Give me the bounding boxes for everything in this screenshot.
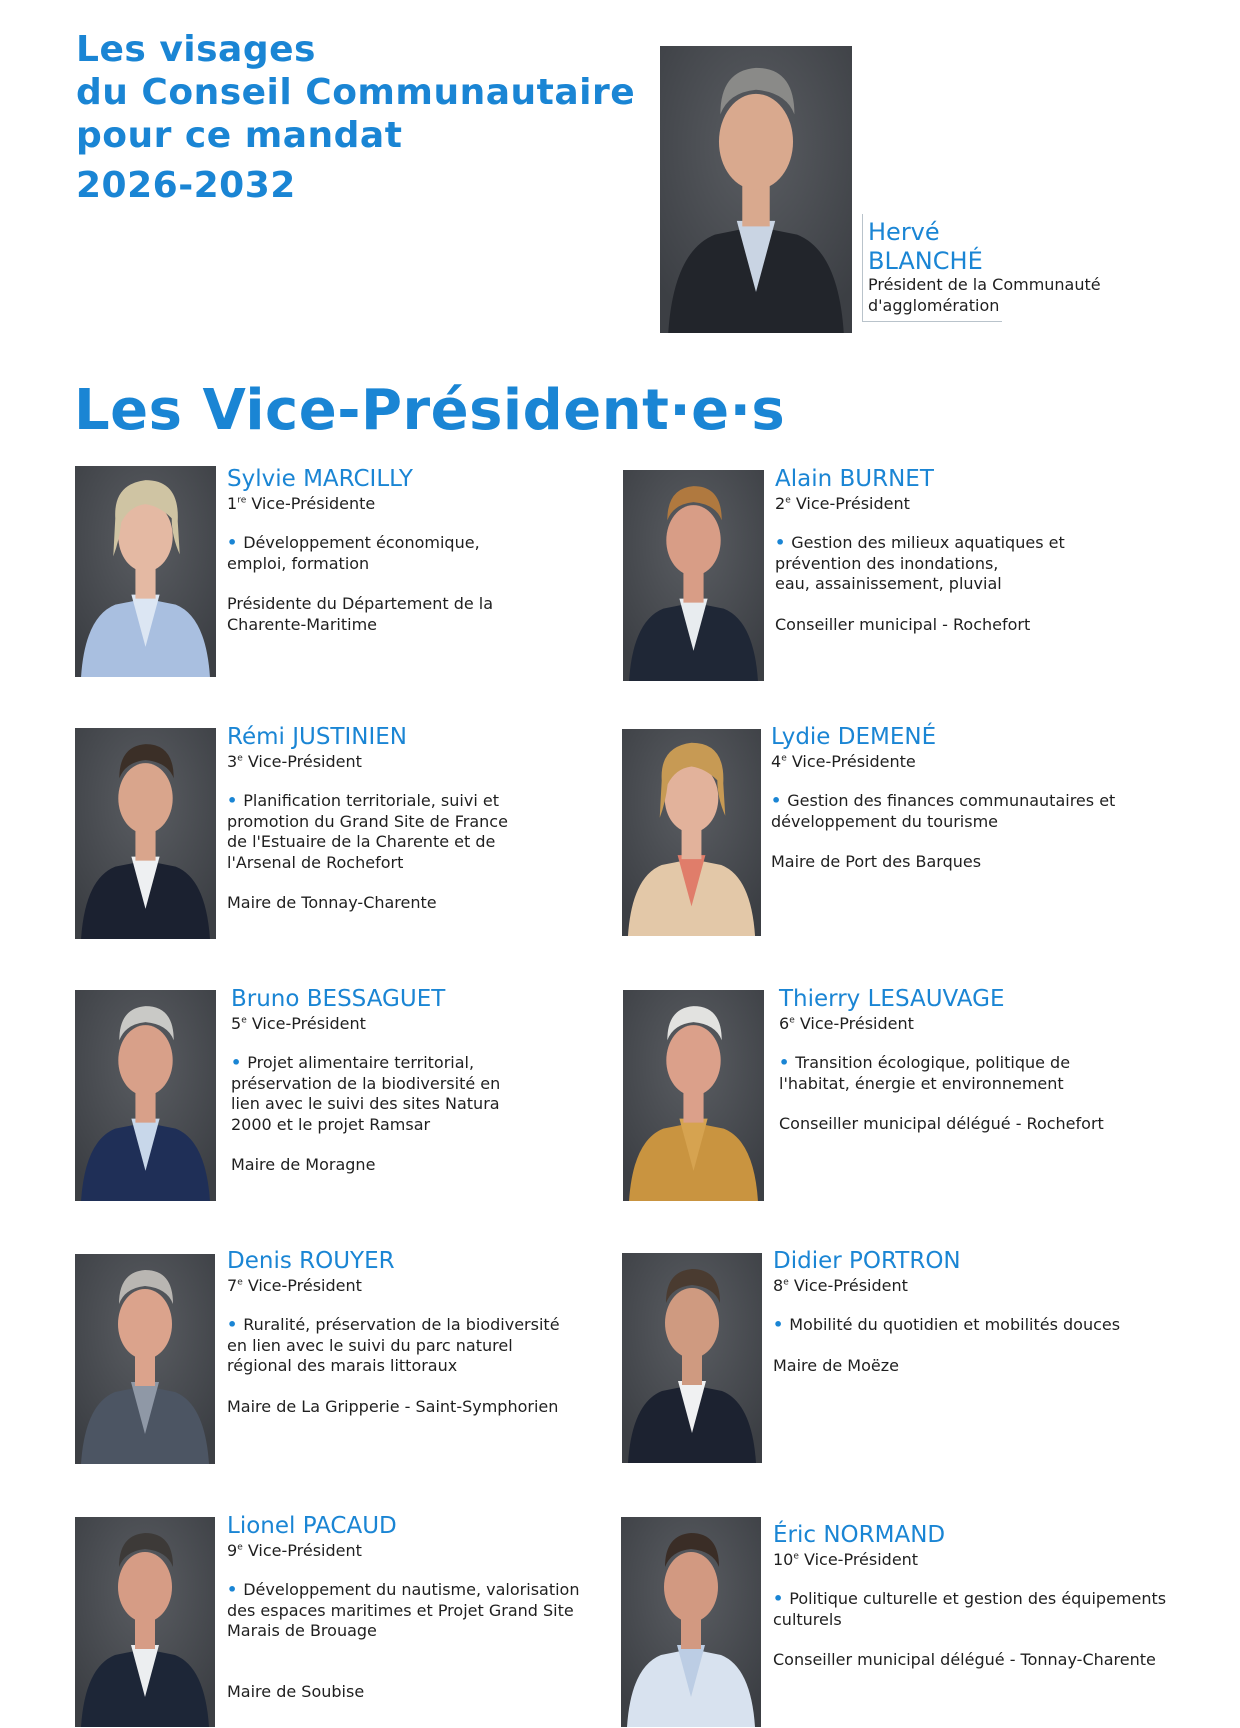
vp-name: Lionel PACAUD	[227, 1513, 397, 1539]
vp-card	[773, 1522, 1173, 1671]
president-role	[868, 274, 1128, 316]
vp-card	[227, 466, 627, 635]
vp-name: Alain BURNET	[775, 466, 934, 492]
vp-domain: • Mobilité du quotidien et mobilités douces	[773, 1315, 1121, 1334]
title-line-3: pour ce mandat	[76, 115, 403, 156]
vp-domain: • Développement économique, emploi, formation	[227, 533, 480, 573]
vp-domain: • Transition écologique, politique de l'habitat, énergie et environnement	[779, 1053, 1071, 1093]
bullet-icon: •	[773, 1589, 784, 1608]
vp-domain: • Développement du nautisme, valorisation des espaces maritimes et Projet Grand Site Marais de Brouage	[227, 1580, 580, 1640]
vp-rank: 8e Vice-Président	[773, 1276, 908, 1295]
vp-portrait	[75, 1254, 215, 1464]
vp-mandate: Maire de Moëze	[773, 1355, 899, 1375]
vp-mandate: Maire de Soubise	[227, 1681, 365, 1701]
title-line-2: du Conseil Communautaire	[76, 72, 636, 113]
vp-card	[231, 986, 631, 1176]
vp-domain: • Gestion des milieux aquatiques et prévention des inondations, eau, assainissement, pluvial	[775, 533, 1065, 593]
vp-rank: 7e Vice-Président	[227, 1276, 362, 1295]
vp-rank: 2e Vice-Président	[775, 494, 910, 513]
vp-portrait	[622, 729, 761, 936]
vp-rank: 4e Vice-Présidente	[771, 752, 916, 771]
vp-name: Didier PORTRON	[773, 1248, 961, 1274]
vp-mandate: Présidente du Département de la Charente-Maritime	[227, 594, 494, 634]
vp-portrait	[75, 1517, 215, 1727]
vp-name: Bruno BESSAGUET	[231, 986, 446, 1012]
vp-mandate: Maire de Port des Barques	[771, 852, 982, 871]
president-role-line: Président de la Communauté	[868, 275, 1101, 294]
bullet-icon: •	[779, 1053, 790, 1072]
vp-name: Éric NORMAND	[773, 1522, 946, 1548]
bullet-icon: •	[227, 533, 238, 552]
vp-card	[227, 1513, 627, 1702]
president-portrait	[660, 46, 852, 333]
vp-domain: • Gestion des finances communautaires et développement du tourisme	[771, 791, 1116, 831]
vp-portrait	[623, 990, 764, 1201]
vp-card	[227, 1248, 627, 1417]
vp-domain: • Politique culturelle et gestion des équipements culturels	[773, 1589, 1167, 1629]
vp-card	[779, 986, 1179, 1135]
vice-presidents-heading: Les Vice-Président·e·s	[74, 378, 786, 443]
vp-rank: 3e Vice-Président	[227, 752, 362, 771]
bullet-icon: •	[227, 791, 238, 810]
vp-domain: • Projet alimentaire territorial, préservation de la biodiversité en lien avec le suivi des sites Natura 2000 et le projet Ramsar	[231, 1053, 501, 1134]
title-line-1: Les visages	[76, 29, 316, 70]
vp-card	[771, 724, 1171, 873]
vp-domain: • Planification territoriale, suivi et promotion du Grand Site de France de l'Estuaire de la Charente et de l'Arsenal de Rochefort	[227, 791, 508, 872]
vp-card	[227, 724, 627, 914]
vp-mandate: Conseiller municipal délégué - Rochefort	[779, 1114, 1104, 1133]
vp-portrait	[621, 1517, 761, 1727]
vp-mandate: Maire de Tonnay-Charente	[227, 893, 437, 912]
vp-domain: • Ruralité, préservation de la biodiversité en lien avec le suivi du parc naturel régional des marais littoraux	[227, 1315, 560, 1375]
vp-name: Denis ROUYER	[227, 1248, 395, 1274]
bullet-icon: •	[773, 1315, 784, 1334]
president-role-line: d'agglomération	[868, 296, 1000, 315]
vp-portrait	[623, 470, 764, 681]
vp-rank: 5e Vice-Président	[231, 1014, 366, 1033]
page-title	[76, 28, 635, 207]
vp-rank: 6e Vice-Président	[779, 1014, 914, 1033]
vp-mandate: Maire de La Gripperie - Saint-Symphorien	[227, 1396, 559, 1416]
vp-portrait	[75, 728, 216, 939]
bullet-icon: •	[775, 533, 786, 552]
vp-rank: 9e Vice-Président	[227, 1541, 362, 1560]
divider	[862, 214, 863, 322]
vp-card	[775, 466, 1175, 635]
vp-rank: 10e Vice-Président	[773, 1550, 919, 1569]
vp-mandate: Conseiller municipal délégué - Tonnay-Charente	[773, 1650, 1156, 1669]
divider	[862, 321, 1002, 322]
bullet-icon: •	[231, 1053, 242, 1072]
president-last-name: BLANCHÉ	[868, 247, 983, 275]
vp-portrait	[622, 1253, 762, 1463]
president-first-name: Hervé	[868, 218, 940, 246]
mandate-years: 2026-2032	[76, 165, 296, 206]
vp-portrait	[75, 990, 216, 1201]
vp-mandate: Conseiller municipal - Rochefort	[775, 614, 1031, 634]
vp-name: Sylvie MARCILLY	[227, 466, 413, 492]
vp-card	[773, 1248, 1173, 1376]
bullet-icon: •	[227, 1315, 238, 1334]
vp-name: Rémi JUSTINIEN	[227, 724, 407, 750]
president-name	[868, 218, 983, 276]
bullet-icon: •	[227, 1580, 238, 1599]
vp-portrait	[75, 466, 216, 677]
vp-mandate: Maire de Moragne	[231, 1155, 376, 1174]
bullet-icon: •	[771, 791, 782, 810]
vp-rank: 1re Vice-Présidente	[227, 494, 376, 513]
vp-name: Lydie DEMENÉ	[771, 724, 937, 750]
vp-name: Thierry LESAUVAGE	[779, 986, 1005, 1012]
